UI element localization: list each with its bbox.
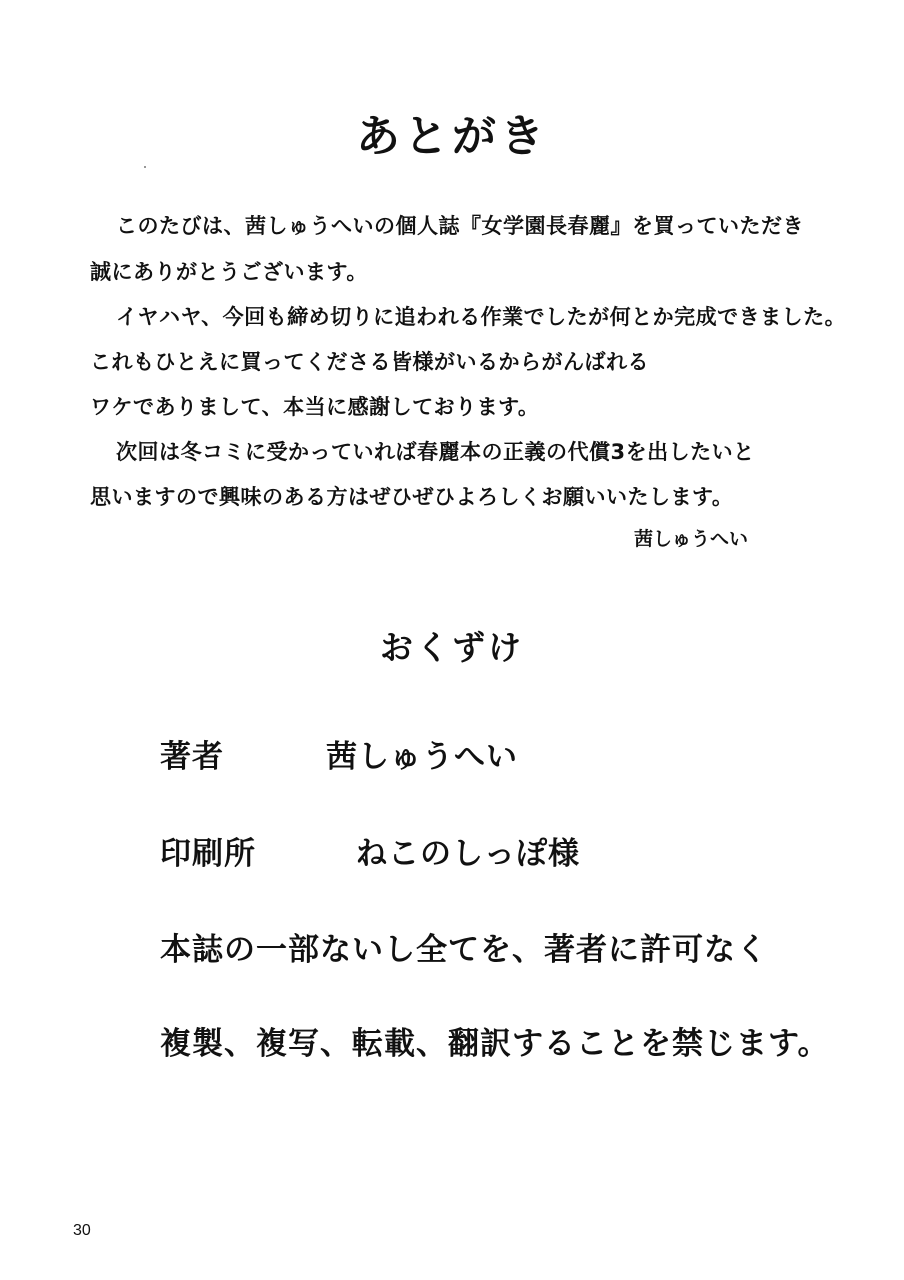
copyright-notice-line-2: 複製、複写、転載、翻訳することを禁じます。 bbox=[160, 1026, 830, 1062]
printer-label: 印刷所 bbox=[160, 836, 256, 872]
afterword-line: イヤハヤ、今回も締め切りに追われる作業でしたが何とか完成できました。 bbox=[116, 305, 847, 329]
author-value: 茜しゅうへい bbox=[326, 739, 518, 775]
scan-speck bbox=[144, 166, 146, 168]
afterword-line: このたびは、茜しゅうへいの個人誌『女学園長春麗』を買っていただき bbox=[116, 214, 804, 238]
author-label: 著者 bbox=[160, 739, 224, 775]
afterword-title: あとがき bbox=[356, 111, 548, 162]
afterword-line: これもひとえに買ってくださる皆様がいるからがんばれる bbox=[90, 350, 649, 374]
printer-value: ねこのしっぽ様 bbox=[356, 836, 580, 872]
colophon-title: おくずけ bbox=[380, 628, 524, 667]
afterword-line: 次回は冬コミに受かっていれば春麗本の正義の代償3を出したいと bbox=[116, 440, 755, 464]
afterword-line: ワケでありまして、本当に感謝しております。 bbox=[90, 395, 540, 419]
afterword-line: 思いますので興味のある方はぜひぜひよろしくお願いいたします。 bbox=[90, 485, 734, 509]
copyright-notice-line-1: 本誌の一部ないし全てを、著者に許可なく bbox=[160, 932, 768, 968]
afterword-signature: 茜しゅうへい bbox=[634, 528, 749, 550]
afterword-line: 誠にありがとうございます。 bbox=[90, 260, 368, 284]
page-number: 30 bbox=[73, 1222, 91, 1239]
